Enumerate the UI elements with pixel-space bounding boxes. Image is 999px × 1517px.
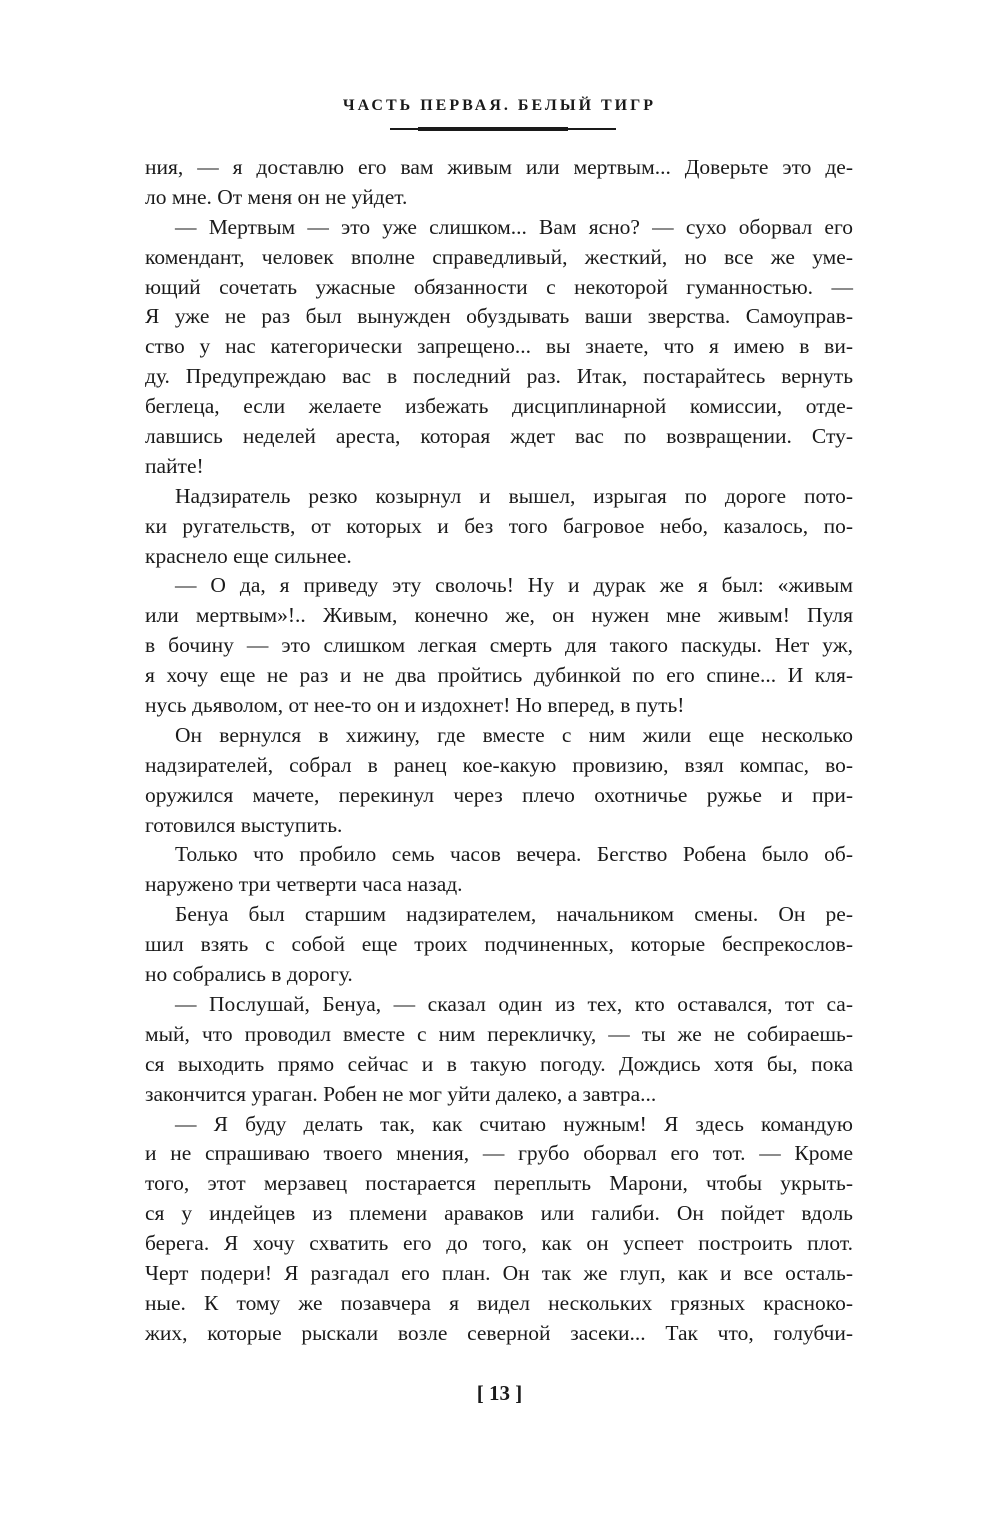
text-line: ные. К тому же позавчера я видел нескольких грязных красноко- [145, 1290, 853, 1315]
text-line: жих, которые рыскали возле северной засеки... Так что, голубчи- [145, 1320, 853, 1345]
text-line: краснело еще сильнее. [145, 543, 352, 568]
text-line: Он вернулся в хижину, где вместе с ним жили еще несколько [175, 722, 853, 747]
text-line: в бочину — это слишком легкая смерть для такого паскуды. Нет уж, [145, 633, 853, 658]
text-line: Бенуа был старшим надзирателем, начальником смены. Он ре- [175, 902, 853, 927]
text-line: ся выходить прямо сейчас и в такую погоду. Дождись хотя бы, пока [145, 1051, 853, 1076]
text-line: лавшись неделей ареста, которая ждет вас по возвращении. Сту- [145, 424, 853, 449]
text-line: — Послушай, Бенуа, — сказал один из тех, кто оставался, тот са- [175, 991, 853, 1016]
text-line: оружился мачете, перекинул через плечо охотничье ружье и при- [145, 782, 853, 807]
text-line: наружено три четверти часа назад. [145, 872, 463, 897]
text-line: беглеца, если желаете избежать дисциплинарной комиссии, отде- [145, 394, 853, 419]
text-line: нусь дьяволом, от нее-то он и издохнет! Но вперед, в путь! [145, 693, 685, 718]
text-line: но собрались в дорогу. [145, 962, 353, 987]
text-line: берега. Я хочу схватить его до того, как он успеет построить плот. [145, 1231, 853, 1256]
text-line: ду. Предупреждаю вас в последний раз. Итак, постарайтесь вернуть [145, 364, 853, 389]
text-line: того, этот мерзавец постарается переплыть Марони, чтобы укрыть- [145, 1171, 853, 1196]
text-line: ся у индейцев из племени араваков или галиби. Он пойдет вдоль [145, 1201, 853, 1226]
text-line: Только что пробило семь часов вечера. Бегство Робена было об- [175, 842, 853, 867]
text-line: — Я буду делать так, как считаю нужным! Я здесь командую [175, 1111, 853, 1136]
text-line: комендант, человек вполне справедливый, жесткий, но все же уме- [145, 244, 853, 269]
text-line: мый, что проводил вместе с ним перекличку, — ты же не собираешь- [145, 1021, 853, 1046]
running-header: ЧАСТЬ ПЕРВАЯ. БЕЛЫЙ ТИГР [342, 97, 657, 114]
text-line: Надзиратель резко козырнул и вышел, изрыгая по дороге пото- [175, 483, 853, 508]
text-line: ющий сочетать ужасные обязанности с некоторой гуманностью. — [145, 274, 853, 299]
text-line: ки ругательств, от которых и без того багровое небо, казалось, по- [145, 513, 853, 538]
header-rule-center [418, 127, 568, 131]
text-line: Черт подери! Я разгадал его план. Он так же глуп, как и все осталь- [145, 1260, 853, 1285]
text-line: ство у нас категорически запрещено... вы знаете, что я имею в ви- [145, 334, 853, 359]
text-line: Я уже не раз был вынужден обуздывать ваши зверства. Самоуправ- [145, 304, 853, 329]
text-line: и не спрашиваю твоего мнения, — грубо оборвал его тот. — Кроме [145, 1141, 853, 1166]
text-line: ния, — я доставлю его вам живым или мертвым... Доверьте это де- [145, 155, 853, 179]
page-number: [ 13 ] [476, 1381, 523, 1405]
text-line: или мертвым»!.. Живым, конечно же, он нужен мне живым! Пуля [145, 603, 853, 628]
text-line: шил взять с собой еще троих подчиненных, которые беспрекослов- [145, 932, 853, 957]
body-text [145, 153, 853, 1349]
text-line: — О да, я приведу эту сволочь! Ну и дурак же я был: «живым [175, 573, 853, 598]
text-line: я хочу еще не раз и не два пройтись дубинкой по его спине... И кля- [145, 663, 853, 688]
text-line: надзирателей, собрал в ранец кое-какую провизию, взял компас, во- [145, 752, 853, 777]
text-line: — Мертвым — это уже слишком... Вам ясно? — сухо оборвал его [175, 214, 853, 239]
text-line: ло мне. От меня он не уйдет. [145, 184, 408, 209]
text-line: пайте! [145, 453, 204, 478]
text-line: готовился выступить. [145, 812, 343, 837]
text-line: закончится ураган. Робен не мог уйти далеко, а завтра... [145, 1081, 657, 1106]
